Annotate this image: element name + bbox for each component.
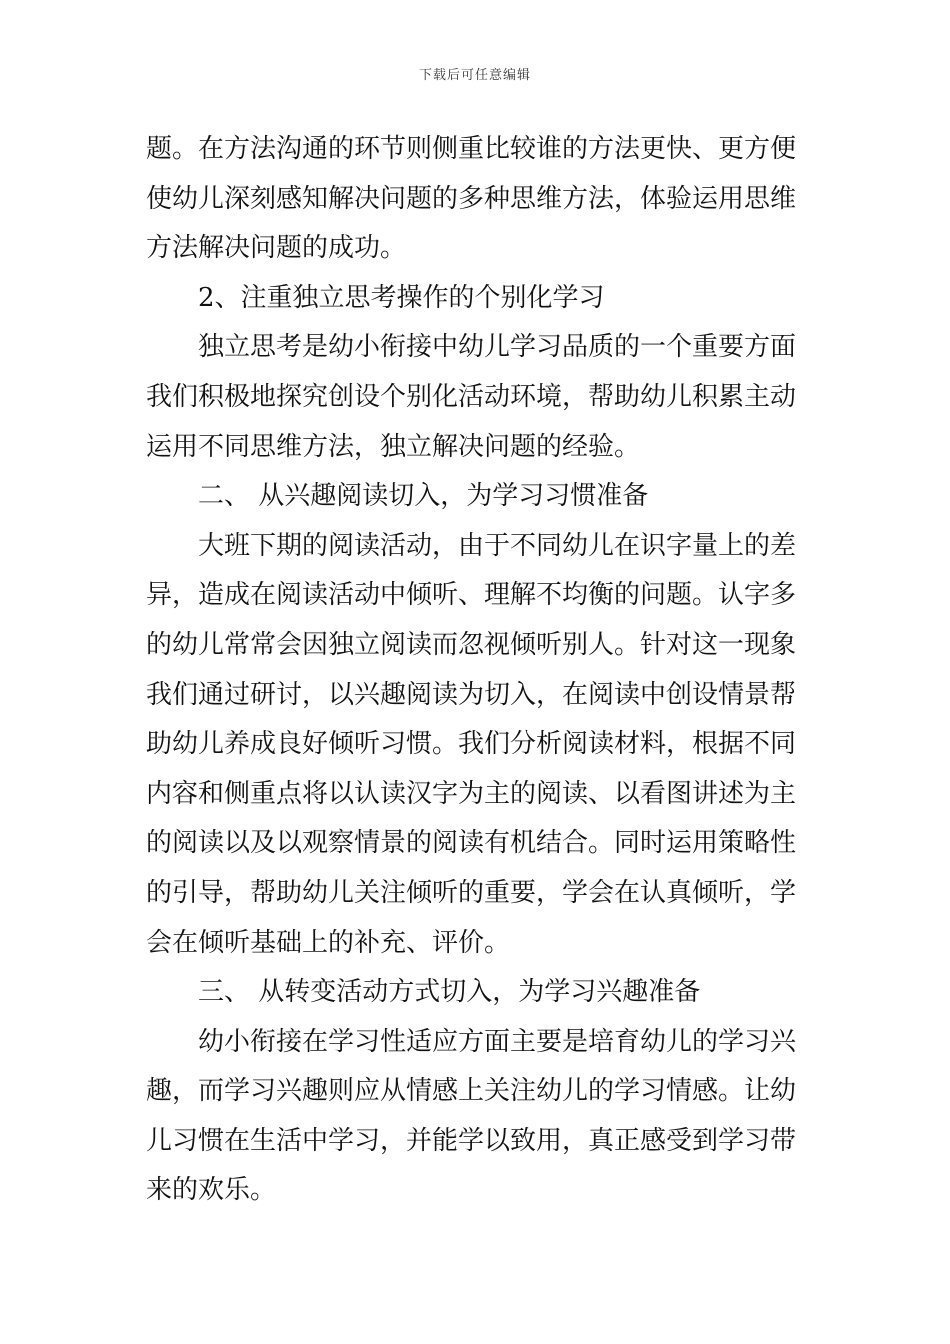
section-heading: 2、注重独立思考操作的个别化学习 xyxy=(198,282,605,313)
page-header: 下载后可任意编辑 xyxy=(418,68,531,83)
text-line: 异，造成在阅读活动中倾听、理解不均衡的问题。认字多 xyxy=(146,580,797,611)
text-line: 会在倾听基础上的补充、评价。 xyxy=(146,927,511,958)
text-line: 内容和侧重点将以认读汉字为主的阅读、以看图讲述为主 xyxy=(146,778,797,809)
text-line: 运用不同思维方法，独立解决问题的经验。 xyxy=(146,431,641,462)
text-line: 使幼儿深刻感知解决问题的多种思维方法，体验运用思维 xyxy=(146,183,797,214)
document-body xyxy=(146,125,816,1216)
text-line: 的幼儿常常会因独立阅读而忽视倾听别人。针对这一现象 xyxy=(146,629,797,660)
section-heading: 二、 从兴趣阅读切入，为学习习惯准备 xyxy=(198,481,649,512)
text-line: 独立思考是幼小衔接中幼儿学习品质的一个重要方面 xyxy=(198,332,797,363)
text-line: 助幼儿养成良好倾听习惯。我们分析阅读材料，根据不同 xyxy=(146,729,797,760)
section-heading: 三、 从转变活动方式切入，为学习兴趣准备 xyxy=(198,977,701,1008)
text-line: 大班下期的阅读活动，由于不同幼儿在识字量上的差 xyxy=(198,530,797,561)
text-line: 趣，而学习兴趣则应从情感上关注幼儿的学习情感。让幼 xyxy=(146,1076,797,1107)
text-line: 我们积极地探究创设个别化活动环境，帮助幼儿积累主动 xyxy=(146,381,797,412)
text-line: 方法解决问题的成功。 xyxy=(146,233,407,264)
text-line: 儿习惯在生活中学习，并能学以致用，真正感受到学习带 xyxy=(146,1125,797,1156)
text-line: 的引导，帮助幼儿关注倾听的重要，学会在认真倾听，学 xyxy=(146,877,797,908)
text-line: 我们通过研讨，以兴趣阅读为切入，在阅读中创设情景帮 xyxy=(146,679,797,710)
text-line: 的阅读以及以观察情景的阅读有机结合。同时运用策略性 xyxy=(146,828,797,859)
text-line: 来的欢乐。 xyxy=(146,1175,277,1206)
text-line: 题。在方法沟通的环节则侧重比较谁的方法更快、更方便 xyxy=(146,134,797,164)
text-line: 幼小衔接在学习性适应方面主要是培育幼儿的学习兴 xyxy=(198,1026,797,1057)
